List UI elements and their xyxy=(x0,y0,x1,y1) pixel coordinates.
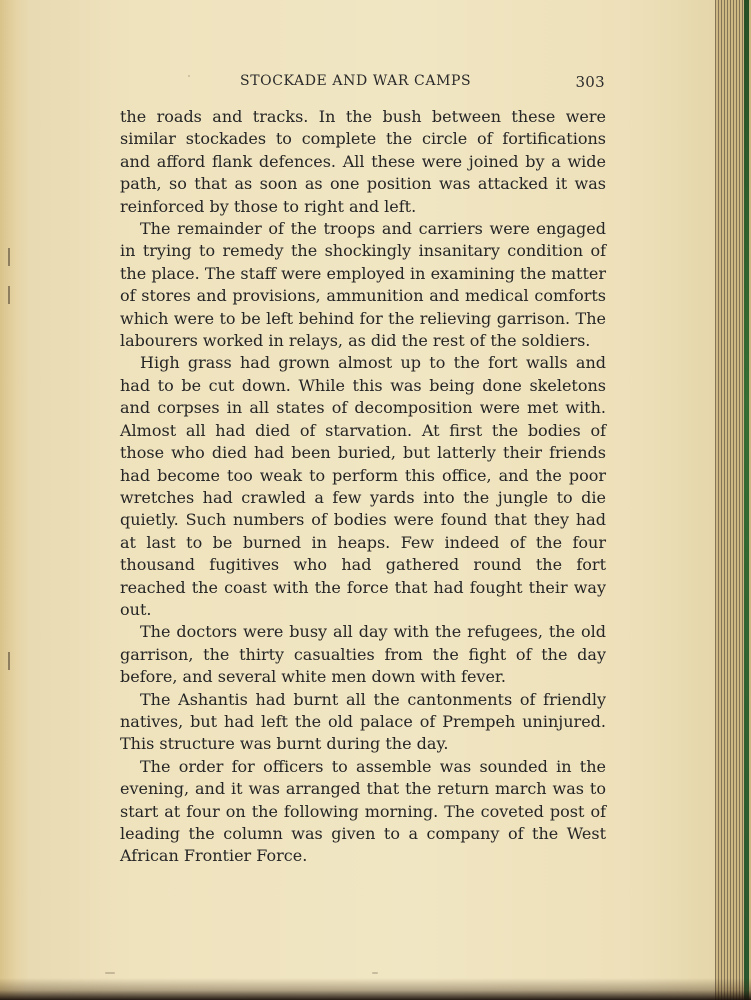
page-header xyxy=(120,70,605,94)
gutter-mark xyxy=(8,248,10,266)
gutter-mark xyxy=(8,652,10,670)
page-number: 303 xyxy=(575,73,605,91)
paragraph-3: High grass had grown almost up to the fort walls and had to be cut down. While this was being done skeletons and corpses in all states of decomposition were met with. Almost all had died of starvation. At first the bodies of those who died had been buried, but latterly their friends had become too weak to perform this office, and the poor wretches had crawled a few yards into the jungle to die quietly. Such numbers of bodies were found that they had at last to be burned in heaps. Few indeed of the four thousand fugitives who had gathered round the fort reached the coast with the force that had fought their way out. xyxy=(120,353,606,619)
gutter-mark xyxy=(8,286,10,304)
paragraph-6: The order for officers to assemble was sounded in the evening, and it was arranged that the return march was to start at four on the following morning. The coveted post of leading the column was given to a company of the West African Frontier Force. xyxy=(120,756,606,866)
paragraph-4: The doctors were busy all day with the refugees, the old garrison, the thirty casualties from the fight of the day before, and several white men down with fever. xyxy=(120,622,606,687)
paragraph-1: the roads and tracks. In the bush between these were similar stockades to complete the circle of fortifications and afford flank defences. All these were joined by a wide path, so that as soon as one position was attacked it was reinforced by those to right and left. xyxy=(120,107,606,216)
paper-speck xyxy=(188,75,190,77)
running-title: STOCKADE AND WAR CAMPS xyxy=(240,73,472,89)
paper-speck xyxy=(372,972,378,974)
paragraph-2: The remainder of the troops and carriers were engaged in trying to remedy the shockingly insanitary condition of the place. The staff were employed in examining the matter of stores and provisions, ammunition and medical comforts which were to be left behind for the relieving garrison. The labourers worked in relays, as did the rest of the soldiers. xyxy=(120,219,606,351)
bottom-binding-shadow xyxy=(0,978,751,1000)
paper-speck xyxy=(105,972,115,974)
paragraph-5: The Ashantis had burnt all the cantonments of friendly natives, but had left the old palace of Prempeh uninjured. This structure was burnt during the day. xyxy=(120,689,606,754)
left-gutter xyxy=(0,0,28,1000)
main-text xyxy=(120,106,606,866)
book-edge-accent xyxy=(744,0,749,1000)
